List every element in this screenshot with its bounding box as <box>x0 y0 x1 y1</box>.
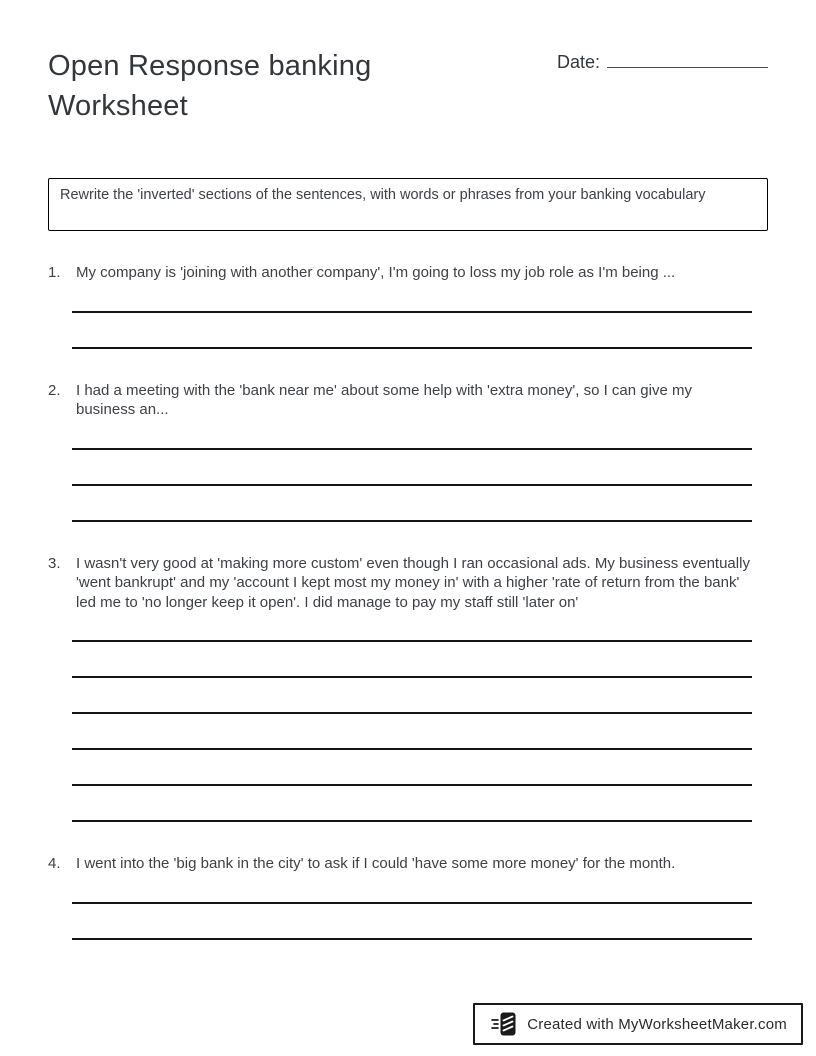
question-item <box>48 381 768 522</box>
question-text: I had a meeting with the 'bank near me' about some help with 'extra money', so I can give my business an... <box>76 381 692 418</box>
header <box>48 46 768 126</box>
answer-blank-line <box>72 904 752 940</box>
answer-lines <box>72 414 752 522</box>
instructions-box <box>48 178 768 231</box>
question-row <box>48 554 768 613</box>
answer-lines <box>72 868 752 940</box>
question-row <box>48 263 768 283</box>
myworksheetmaker-logo-icon <box>491 1010 518 1038</box>
question-list <box>48 263 768 940</box>
question-number: 1. <box>48 264 61 281</box>
answer-blank-line <box>72 678 752 714</box>
question-number: 3. <box>48 554 61 572</box>
question-number: 2. <box>48 381 61 399</box>
footer-credit-text: Created with MyWorksheetMaker.com <box>527 1015 787 1033</box>
answer-lines <box>72 606 752 822</box>
answer-blank-line <box>72 313 752 349</box>
date-blank-line <box>607 52 768 68</box>
question-number: 4. <box>48 855 61 872</box>
page-title: Open Response banking Worksheet <box>48 50 372 122</box>
answer-blank-line <box>72 450 752 486</box>
answer-lines <box>72 277 752 349</box>
question-item <box>48 554 768 823</box>
question-item <box>48 854 768 940</box>
answer-blank-line <box>72 714 752 750</box>
date-label: Date: <box>556 52 600 72</box>
footer-credit <box>473 1003 803 1045</box>
question-row <box>48 854 768 874</box>
instructions-text: Rewrite the 'inverted' sections of the sentences, with words or phrases from your banking vocabulary <box>60 187 706 203</box>
answer-blank-line <box>72 750 752 786</box>
question-text: I went into the 'big bank in the city' to ask if I could 'have some more money' for the month. <box>76 855 676 872</box>
answer-blank-line <box>72 642 752 678</box>
question-text: My company is 'joining with another company', I'm going to loss my job role as I'm being ... <box>76 264 676 281</box>
answer-blank-line <box>72 786 752 822</box>
question-row <box>48 381 768 420</box>
question-item <box>48 263 768 349</box>
question-text: I wasn't very good at 'making more custom' even though I ran occasional ads. My business eventually 'went bankrupt' and my 'account I kept most my money in' with a higher 'rate of return from the bank' led me to 'no longer keep it open'. I did manage to pay my staff still 'later on' <box>76 554 750 611</box>
answer-blank-line <box>72 486 752 522</box>
date-field <box>557 52 768 73</box>
